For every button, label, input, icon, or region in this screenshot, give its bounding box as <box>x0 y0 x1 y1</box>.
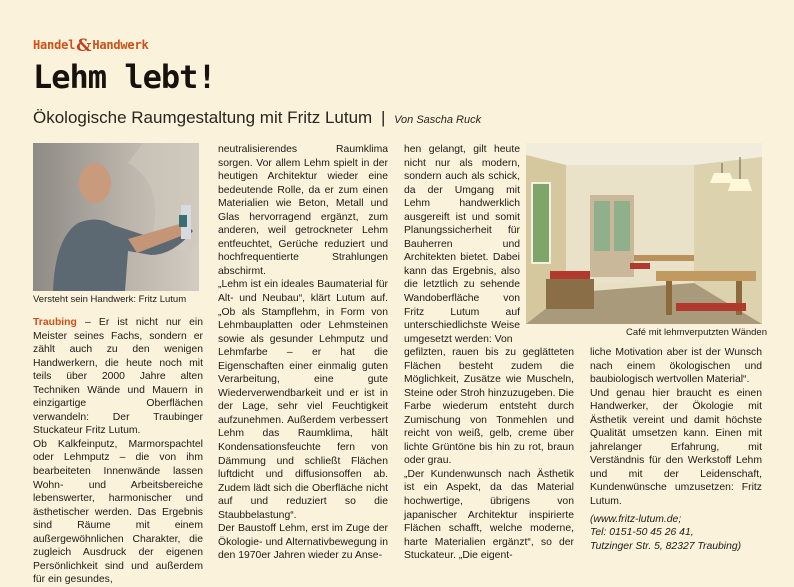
paragraph: Ob Kalkfeinputz, Marmorspachtel oder Lehmputz – die von ihm bearbeiteten Innenwände lassen Wohn- und Arbeitsbereiche lebenswerter, harmonischer und ästhetischer werden. Das Ergebnis sind Räume mit einem außergewöhnlichen Charakter, die zugleich Ausdruck der eigenen Persönlichkeit sind und außerdem für ein gesundes, <box>33 438 203 586</box>
article-subheadline <box>33 108 481 128</box>
author-byline: Von Sascha Ruck <box>394 114 482 126</box>
paragraph: Der Baustoff Lehm, erst im Zuge der Ökologie- und Alternativbewegung in den 1970er Jahren wieder zu Anse- <box>218 523 388 562</box>
paragraph: hen gelangt, gilt heute nicht nur als modern, sondern auch als schick, da der Umgang mit Lehm handwerklich ausgereift ist und somit Planungssicherheit für Bauherren und Architekten bietet. Dabei kann das Ergebnis, also die letztlich zu sehende Wandoberfläche von Fritz Lutum auf unterschiedlichste Weise umgesetzt werden: Von <box>404 144 520 345</box>
subheadline-text: Ökologische Raumgestaltung mit Fritz Lutum <box>33 108 373 127</box>
quote-paragraph: „Der Kundenwunsch nach Ästhetik ist ein Aspekt, da das Material hochwertige, übrigens von japanischer Architektur inspirierte Flächen schafft, welche moderne, harte Materialien ergänzt“, so der Stuckateur. „Die eigent- <box>404 468 574 562</box>
paragraph: liche Motivation aber ist der Wunsch nach einem ökologischen und baubiologisch wertvollen Material“. <box>590 347 762 386</box>
rubric-ampersand: & <box>76 36 92 56</box>
contact-phone: Tel: 0151-50 45 26 41, <box>590 527 694 539</box>
article-column-4 <box>590 346 762 551</box>
paragraph: neutralisierendes Raumklima sorgen. Vor allem Lehm spielt in der heutigen Architektur wieder eine bedeutende Rolle, da er zum einen Materialien wie Beton, Metall und Glas hervorragend ergänzt, zum anderen, weil getrockneter Lehm entfeuchtet, Gerüche reduziert und hochfrequentierte Strahlungen abschirmt. <box>218 144 388 277</box>
contact-address: Tutzinger Str. 5, 82327 Traubing) <box>590 540 742 552</box>
dateline-place: Traubing <box>33 317 77 328</box>
section-rubric <box>33 34 149 54</box>
subheadline-separator: | <box>380 108 386 127</box>
contact-website: (www.fritz-lutum.de; <box>590 513 682 525</box>
rubric-right: Handwerk <box>92 38 149 52</box>
paragraph: gefilzten, rauen bis zu geglätteten Flächen besteht zudem die Möglichkeit, Zusätze wie Muscheln, Steine oder Stroh hinzuzugeben. Die Farbe wiederum entsteht durch Zumischung von Tonmehlen und reicht von weiß, gelb, creme über lichte Grüntöne bis hin zu rot, braun oder grau. <box>404 347 574 467</box>
article-column-1 <box>33 316 203 586</box>
rubric-left: Handel <box>33 38 76 52</box>
photo-caption-cafe: Café mit lehmverputzten Wänden <box>626 327 767 338</box>
article-column-2 <box>218 143 388 562</box>
lead-text: – Er ist nicht nur ein Meister seines Fachs, sondern er zählt auch zu den wenigen Handwerkern, die heute noch mit teils über 2000 Jahre alten Techniken Wände und Mauern in einzigartige Oberflächen verwandeln: Der Traubinger Stuckateur Fritz Lutum. <box>33 317 203 437</box>
contact-block <box>590 513 762 554</box>
paragraph: Und genau hier braucht es einen Handwerker, der Ökologie mit Ästhetik vereint und damit höchste Qualität umsetzen kann. Einen mit jahrelanger Erfahrung, mit Verständnis für den Werkstoff Lehm und mit der Leidenschaft, Kundenwünsche umzusetzen: Fritz Lutum. <box>590 387 762 508</box>
article-headline: Lehm lebt! <box>33 58 216 96</box>
cafe-photo <box>526 143 762 324</box>
lead-paragraph <box>33 316 203 438</box>
craftsman-photo <box>33 143 199 291</box>
article-column-3-bottom <box>404 346 574 562</box>
quote-paragraph: „Lehm ist ein ideales Baumaterial für Alt- und Neubau“, klärt Lutum auf. „Ob als Stampflehm, in Form von Lehmbauplatten oder Lehmsteinen sowie als gesunder Lehmputz und Lehmfarbe – er hat die Eigenschaften einer einmalig guten Verarbeitung, eine gute Wiederverwendbarkeit und er ist in der Lage, sehr viel Feuchtigkeit aufzunehmen. Außerdem verbessert Lehm das Raumklima, hält Kondensationsfeuchte fern von Dämmung und schließt Flächen luftdicht und diffusionsoffen ab. Zudem lädt sich die Oberfläche nicht auf und reduziert so die Staubbelastung“. <box>218 279 388 521</box>
photo-caption-craftsman: Versteht sein Handwerk: Fritz Lutum <box>33 294 187 305</box>
